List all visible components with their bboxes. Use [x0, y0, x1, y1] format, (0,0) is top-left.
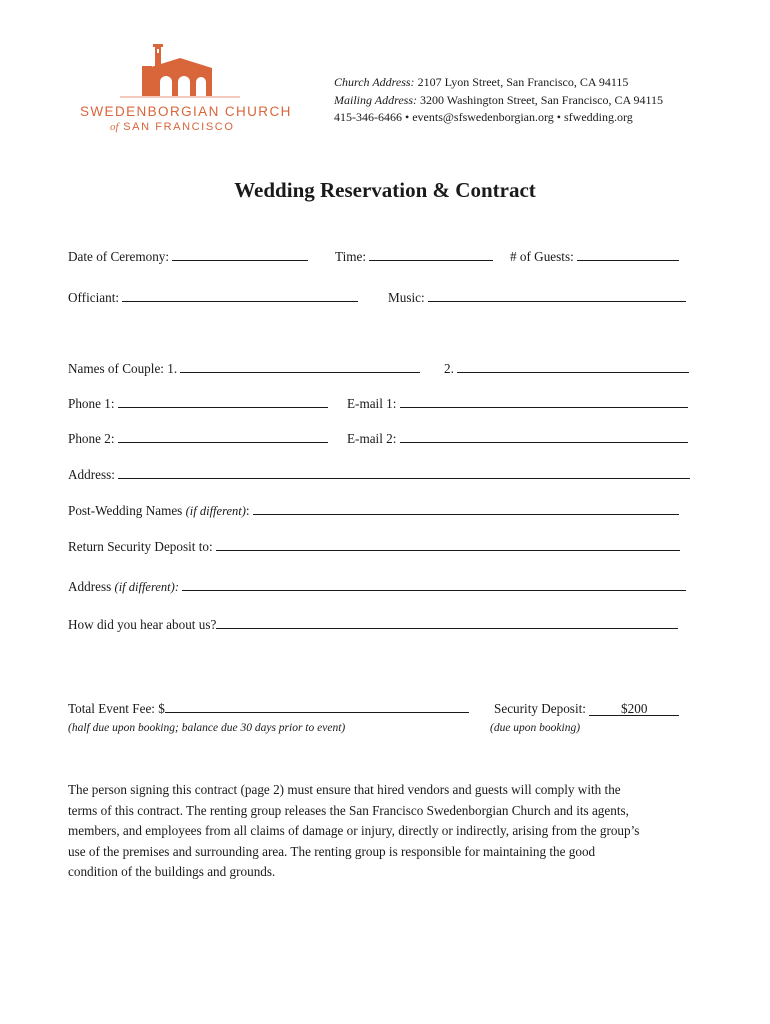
- phone-1-field[interactable]: Phone 1:: [68, 396, 328, 412]
- contact-header: [334, 74, 663, 127]
- contact-line: 415-346-6466 • events@sfswedenborgian.org • sfwedding.org: [334, 110, 633, 124]
- guests-field[interactable]: # of Guests:: [510, 249, 679, 265]
- date-of-ceremony-field[interactable]: Date of Ceremony:: [68, 249, 308, 265]
- email-1-field[interactable]: E-mail 1:: [347, 396, 688, 412]
- couple-name-2-field[interactable]: 2.: [444, 361, 689, 377]
- church-address-line: Church Address: 2107 Lyon Street, San Francisco, CA 94115: [334, 75, 629, 89]
- music-field[interactable]: Music:: [388, 290, 686, 306]
- officiant-field[interactable]: Officiant:: [68, 290, 358, 306]
- contract-terms-paragraph: [68, 780, 708, 883]
- email-link[interactable]: events@sfswedenborgian.org: [412, 110, 554, 124]
- security-deposit-field: Security Deposit: $200: [494, 701, 679, 717]
- terms-line: members, and employees from all claims of damage or injury, directly or indirectly, arising from the group’s: [68, 823, 640, 838]
- deposit-note: (due upon booking): [490, 722, 581, 734]
- phone-number: 415-346-6466: [334, 110, 402, 124]
- church-logo: [80, 44, 292, 139]
- terms-line: The person signing this contract (page 2) must ensure that hired vendors and guests will comply with the: [68, 782, 621, 797]
- total-event-fee-field[interactable]: Total Event Fee: $: [68, 701, 469, 717]
- return-deposit-field[interactable]: Return Security Deposit to:: [68, 539, 680, 555]
- alternate-address-field[interactable]: Address (if different):: [68, 579, 686, 595]
- page-title: Wedding Reservation & Contract: [234, 178, 536, 202]
- terms-line: condition of the buildings and grounds.: [68, 864, 276, 879]
- mailing-address-line: Mailing Address: 3200 Washington Street, San Francisco, CA 94115: [334, 92, 664, 107]
- church-logo-subtitle: of SAN FRANCISCO: [110, 121, 235, 133]
- security-deposit-value: $200: [589, 702, 679, 716]
- church-building-icon: [80, 44, 280, 102]
- couple-name-1-field[interactable]: Names of Couple: 1.: [68, 361, 420, 377]
- terms-line: use of the premises and surrounding area. The renting group is responsible for maintaining the good: [68, 843, 596, 859]
- email-2-field[interactable]: E-mail 2:: [347, 431, 688, 447]
- church-logo-name: SWEDENBORGIAN CHURCH: [80, 104, 292, 119]
- referral-source-field[interactable]: How did you hear about us?: [68, 617, 678, 633]
- total-fee-note: (half due upon booking; balance due 30 days prior to event): [68, 722, 346, 734]
- time-field[interactable]: Time:: [335, 249, 493, 265]
- phone-2-field[interactable]: Phone 2:: [68, 431, 328, 447]
- terms-line: terms of this contract. The renting group releases the San Francisco Swedenborgian Church and its agents,: [68, 802, 629, 818]
- address-field[interactable]: Address:: [68, 467, 690, 483]
- website-link[interactable]: sfwedding.org: [564, 110, 633, 124]
- post-wedding-names-field[interactable]: Post-Wedding Names (if different):: [68, 503, 679, 519]
